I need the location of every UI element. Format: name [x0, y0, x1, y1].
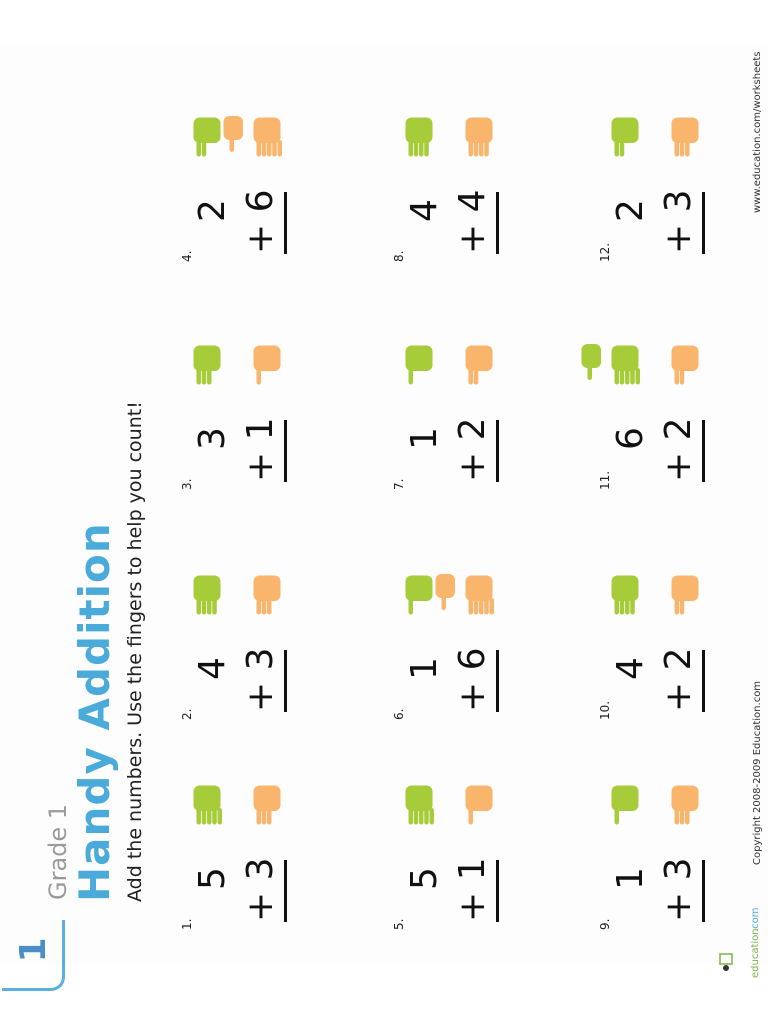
problem-number: 11. [598, 470, 612, 490]
addend-top: 5 [192, 867, 233, 890]
orange-hand-icon [222, 332, 286, 392]
addend-bottom: + 1 [240, 417, 281, 482]
problem-number: 6. [392, 708, 406, 720]
answer-line [702, 420, 705, 482]
addend-bottom: + 2 [452, 417, 493, 482]
green-hand-icon [162, 332, 226, 392]
addend-bottom: + 6 [240, 189, 281, 254]
problem-number: 2. [180, 708, 194, 720]
green-hand-icon [374, 772, 438, 832]
answer-line [702, 650, 705, 712]
orange-hand-icon [434, 562, 498, 622]
problem-number: 5. [392, 918, 406, 930]
addend-top: 4 [404, 199, 445, 222]
green-hand-icon [374, 104, 438, 164]
problem-number: 7. [392, 478, 406, 490]
green-hand-icon [374, 562, 438, 622]
addend-top: 2 [192, 199, 233, 222]
answer-line [496, 420, 499, 482]
addend-top: 1 [404, 657, 445, 680]
problem-number: 1. [180, 918, 194, 930]
green-hand-icon [162, 772, 226, 832]
green-hand-icon [162, 562, 226, 622]
answer-line [284, 860, 287, 922]
website-url: www.education.com/worksheets [752, 51, 763, 213]
addend-top: 3 [192, 427, 233, 450]
green-hand-icon [580, 332, 644, 392]
education-logo [708, 907, 768, 980]
addend-top: 1 [610, 867, 651, 890]
addend-bottom: + 3 [240, 647, 281, 712]
green-hand-icon [580, 104, 644, 164]
grade-label: Grade 1 [44, 803, 72, 900]
orange-hand-icon [434, 772, 498, 832]
problem-number: 4. [180, 250, 194, 262]
problem-number: 8. [392, 250, 406, 262]
orange-hand-icon [222, 562, 286, 622]
problem-number: 12. [598, 242, 612, 262]
answer-line [496, 860, 499, 922]
svg-text:education: education [750, 928, 761, 978]
addend-bottom: + 2 [658, 417, 699, 482]
answer-line [284, 192, 287, 254]
addend-bottom: + 6 [452, 647, 493, 712]
green-hand-icon [162, 104, 226, 164]
instructions: Add the numbers. Use the fingers to help you count! [124, 401, 146, 902]
copyright-text: Copyright 2008-2009 Education.com [752, 680, 763, 865]
orange-hand-icon [222, 772, 286, 832]
addend-bottom: + 2 [658, 647, 699, 712]
answer-line [702, 860, 705, 922]
addend-top: 4 [610, 657, 651, 680]
answer-line [496, 192, 499, 254]
addend-top: 1 [404, 427, 445, 450]
problem-number: 10. [598, 700, 612, 720]
problem-number: 9. [598, 918, 612, 930]
problem-number: 3. [180, 478, 194, 490]
addend-top: 4 [192, 657, 233, 680]
addend-bottom: + 4 [452, 189, 493, 254]
svg-text:.com: .com [750, 907, 761, 932]
answer-line [496, 650, 499, 712]
addend-bottom: + 1 [452, 857, 493, 922]
orange-hand-icon [640, 562, 704, 622]
orange-hand-icon [640, 772, 704, 832]
addend-top: 5 [404, 867, 445, 890]
answer-line [284, 420, 287, 482]
green-hand-icon [580, 772, 644, 832]
orange-hand-icon [222, 104, 286, 164]
orange-hand-icon [640, 332, 704, 392]
green-hand-icon [580, 562, 644, 622]
addend-bottom: + 3 [658, 189, 699, 254]
addend-bottom: + 3 [240, 857, 281, 922]
addend-top: 2 [610, 199, 651, 222]
page-title: Handy Addition [70, 522, 119, 902]
orange-hand-icon [640, 104, 704, 164]
orange-hand-icon [434, 104, 498, 164]
addend-bottom: + 3 [658, 857, 699, 922]
orange-hand-icon [434, 332, 498, 392]
grade-number: 1 [12, 937, 54, 963]
green-hand-icon [374, 332, 438, 392]
addend-top: 6 [610, 427, 651, 450]
answer-line [702, 192, 705, 254]
answer-line [284, 650, 287, 712]
